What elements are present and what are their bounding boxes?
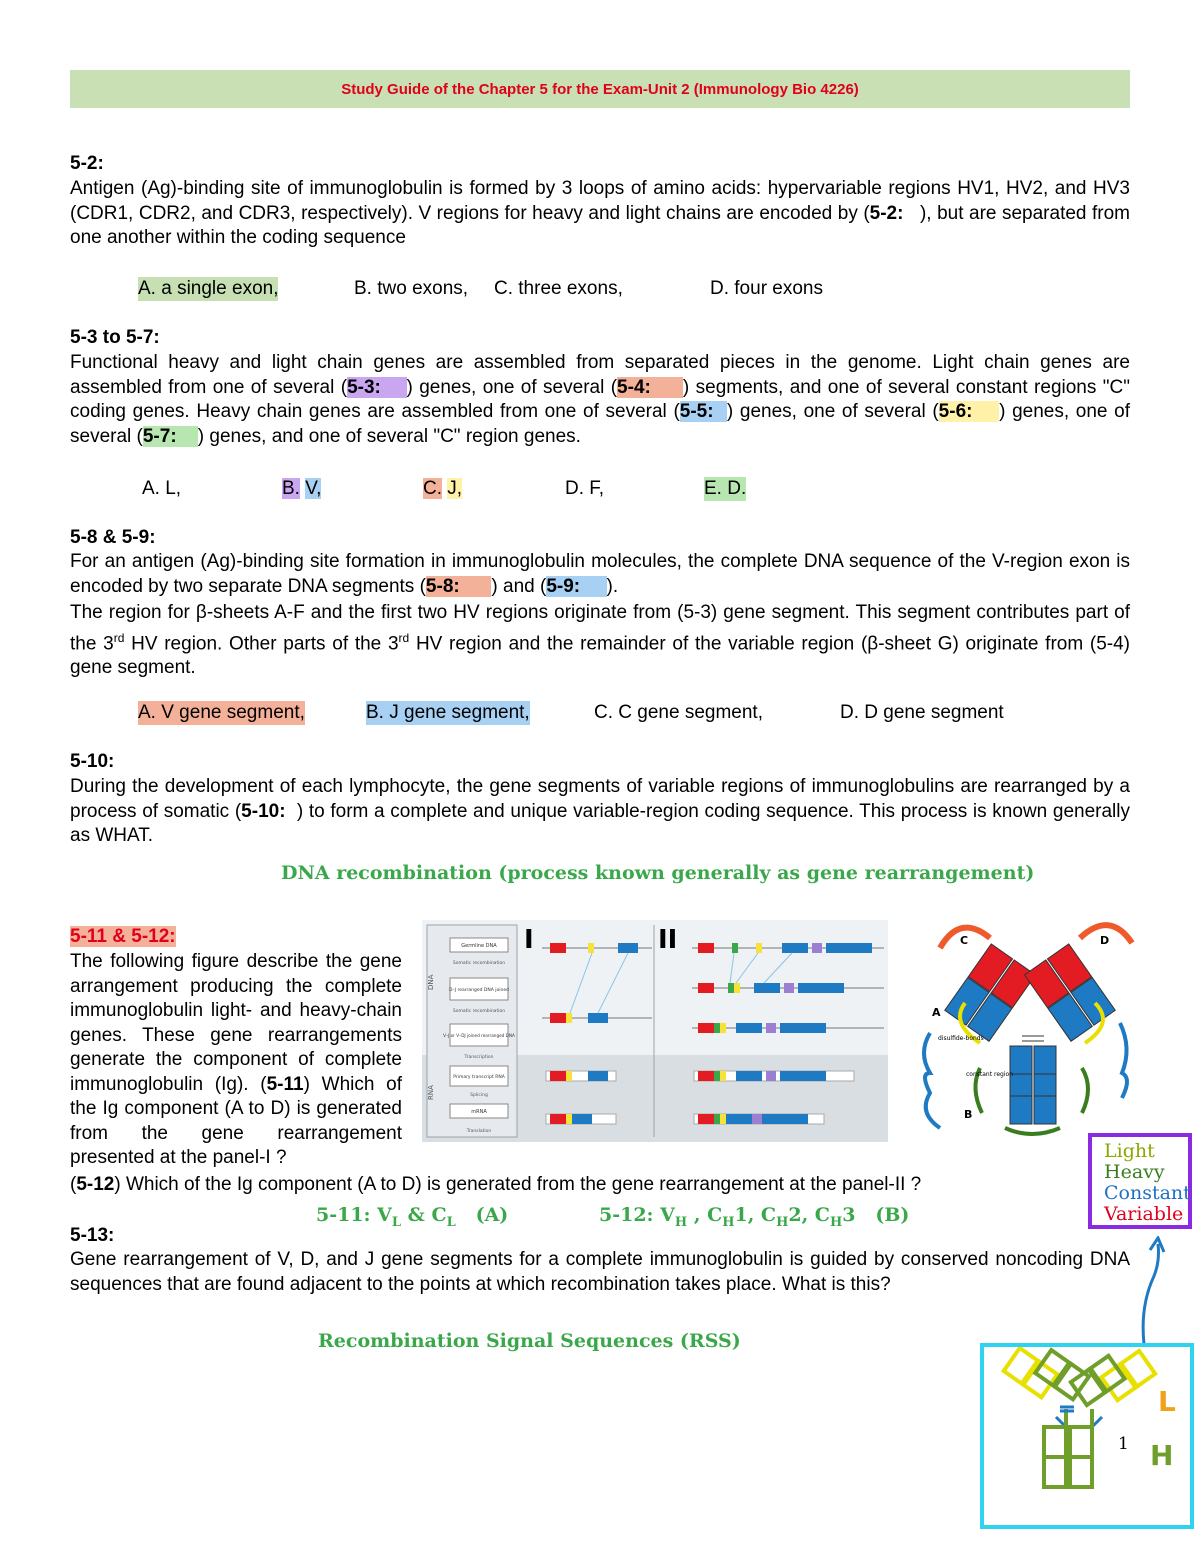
step-transcription: Transcription xyxy=(464,1055,494,1060)
q513-header: 5-13: xyxy=(70,1225,115,1246)
q58-text: For an antigen (Ag)-binding site formation in immunoglobulin molecules, the complete DNA sequence of the V-region exon is encoded by two separate DNA segments (5-8: ) and (5-9: ). xyxy=(70,551,1130,597)
q511-text: The following figure describe the gene arrangement producing the complete immunoglobulin light- and heavy-chain genes. These gene rearrangements generate the component of complete immunoglobulin (Ig). (5-11) Which of the Ig component (A to D) is generated from the gene rearrangement presented at the panel-I ? xyxy=(70,951,402,1168)
q511-answer: 5-11: $V_L$ & $C_L$ (A) xyxy=(316,1204,509,1230)
q53-option-d: D. F, xyxy=(565,478,605,499)
legend-heavy: Heavy xyxy=(1104,1161,1165,1183)
q53-option-a: A. L, xyxy=(142,478,182,499)
q52-text: Antigen (Ag)-binding site of immunoglobulin is formed by 3 loops of amino acids: hypervariable regions HV1, HV2, and HV3 (CDR1, CDR2, and CDR3, respectively). V regions for heavy and light chains are encoded by (5-2: ), but are separated from one another within the coding sequence xyxy=(70,178,1130,248)
step-vj: V–J or V–DJ joined rearranged DNA xyxy=(443,1033,515,1038)
q53-option-b: B. V, xyxy=(282,478,322,499)
q53-header: 5-3 to 5-7: xyxy=(70,327,160,348)
q513-text: Gene rearrangement of V, D, and J gene segments for a complete immunoglobulin is guided by conserved noncoding DNA sequences that are found adjacent to the points at which recombination takes place. What is this? xyxy=(70,1249,1130,1295)
q52-option-d: D. four exons xyxy=(710,278,823,299)
step-somatic-2: Somatic recombination xyxy=(452,1009,506,1014)
step-dj: D–J rearranged DNA joined xyxy=(449,988,509,993)
antibody-sketch xyxy=(984,1347,1190,1525)
gene-rearrangement-figure xyxy=(422,920,888,1142)
legend-light: Light xyxy=(1104,1140,1155,1162)
q513-answer: Recombination Signal Sequences (RSS) xyxy=(318,1330,741,1352)
legend-variable: Variable xyxy=(1104,1203,1184,1225)
dna-side-label: DNA xyxy=(427,974,435,990)
q510-header: 5-10: xyxy=(70,751,115,772)
q58-header: 5-8 & 5-9: xyxy=(70,527,156,548)
label-d: D xyxy=(1100,934,1110,947)
gene-rearrangement-svg xyxy=(422,920,888,1142)
antibody-svg xyxy=(910,908,1140,1138)
label-b: B xyxy=(964,1108,973,1121)
legend-constant: Constant xyxy=(1104,1182,1191,1204)
blank-5-8: 5-8: xyxy=(425,575,460,597)
q511-header: 5-11 & 5-12: xyxy=(70,926,176,947)
step-somatic-1: Somatic recombination xyxy=(452,961,506,966)
q52-blank: 5-2: xyxy=(869,202,904,224)
q53-option-c: C. J, xyxy=(423,478,463,499)
q58-option-a: A. V gene segment, xyxy=(138,702,305,723)
q52-option-b: B. two exons, xyxy=(354,278,469,299)
sketch-h-label: H xyxy=(1150,1439,1174,1472)
q58-option-b: B. J gene segment, xyxy=(366,702,530,723)
step-mrna: mRNA xyxy=(471,1109,487,1115)
page-number: 1 xyxy=(1118,1434,1129,1454)
title-bar xyxy=(70,70,1130,108)
q510-text: During the development of each lymphocyte, the gene segments of variable regions of immunoglobulins are rearranged by a process of somatic (5-10: ) to form a complete and unique variable-region coding sequence. This process is known generally as WHAT. xyxy=(70,776,1131,846)
arrow-icon xyxy=(1130,1236,1170,1346)
q53-option-e: E. D. xyxy=(704,478,747,499)
step-splicing: Splicing xyxy=(470,1093,488,1098)
blank-5-7: 5-7: xyxy=(142,425,177,447)
page-title: Study Guide of the Chapter 5 for the Exam-Unit 2 (Immunology Bio 4226) xyxy=(341,80,859,98)
q53-text: Functional heavy and light chain genes are assembled from separated pieces in the genome. Light chain genes are assembled from one of several (5-3: ) genes, one of several (5-4: ) segments, and one of several constant regions "C" coding genes. Heavy chain genes are assembled from one of several (5-5: ) genes, one of several (5-6: ) genes, one of several (5-7: ) genes, and one of several "C" region genes. xyxy=(70,352,1130,447)
q512-answer: 5-12: $V_H$ , $C_H1$, $C_H2$, $C_H3$ (B) xyxy=(599,1204,910,1230)
color-legend xyxy=(1088,1133,1192,1229)
label-c: C xyxy=(960,934,969,947)
q510-answer: DNA recombination (process known generally as gene rearrangement) xyxy=(281,862,1035,884)
q52-header: 5-2: xyxy=(70,153,104,174)
antibody-diagram xyxy=(910,908,1140,1138)
label-disulfide: disulfide-bonds xyxy=(938,1035,984,1042)
q52-option-c: C. three exons, xyxy=(494,278,623,299)
blank-5-6: 5-6: xyxy=(938,401,973,422)
sketch-l-label: L xyxy=(1158,1385,1176,1418)
panel-i-label: I xyxy=(524,925,534,955)
blank-5-9: 5-9: xyxy=(546,575,581,597)
q52-option-a: A. a single exon, xyxy=(138,278,279,299)
step-translation: Translation xyxy=(466,1129,492,1134)
step-primary: Primary transcript RNA xyxy=(453,1075,505,1080)
q58-option-d: D. D gene segment xyxy=(840,702,1004,723)
blank-5-3: 5-3: xyxy=(347,376,381,398)
q58-option-c: C. C gene segment, xyxy=(594,702,763,723)
blank-5-4: 5-4: xyxy=(617,376,651,398)
label-constant-region: constant region xyxy=(966,1071,1013,1078)
panel-ii-label: II xyxy=(658,925,678,955)
step-germline: Germline DNA xyxy=(461,943,497,949)
rna-side-label: RNA xyxy=(427,1085,435,1100)
q58-paragraph: The region for β-sheets A-F and the first two HV regions originate from (5-3) gene segment. This segment contributes part of the 3rd HV region. Other parts of the 3rd HV region and the remainder of the variable region (β-sheet G) originate from (5-4) gene segment. xyxy=(70,602,1131,679)
label-a: A xyxy=(932,1006,941,1019)
blank-5-5: 5-5: xyxy=(679,401,714,422)
q512-text: (5-12) Which of the Ig component (A to D) is generated from the gene rearrangement at the panel-II ? xyxy=(70,1174,922,1195)
